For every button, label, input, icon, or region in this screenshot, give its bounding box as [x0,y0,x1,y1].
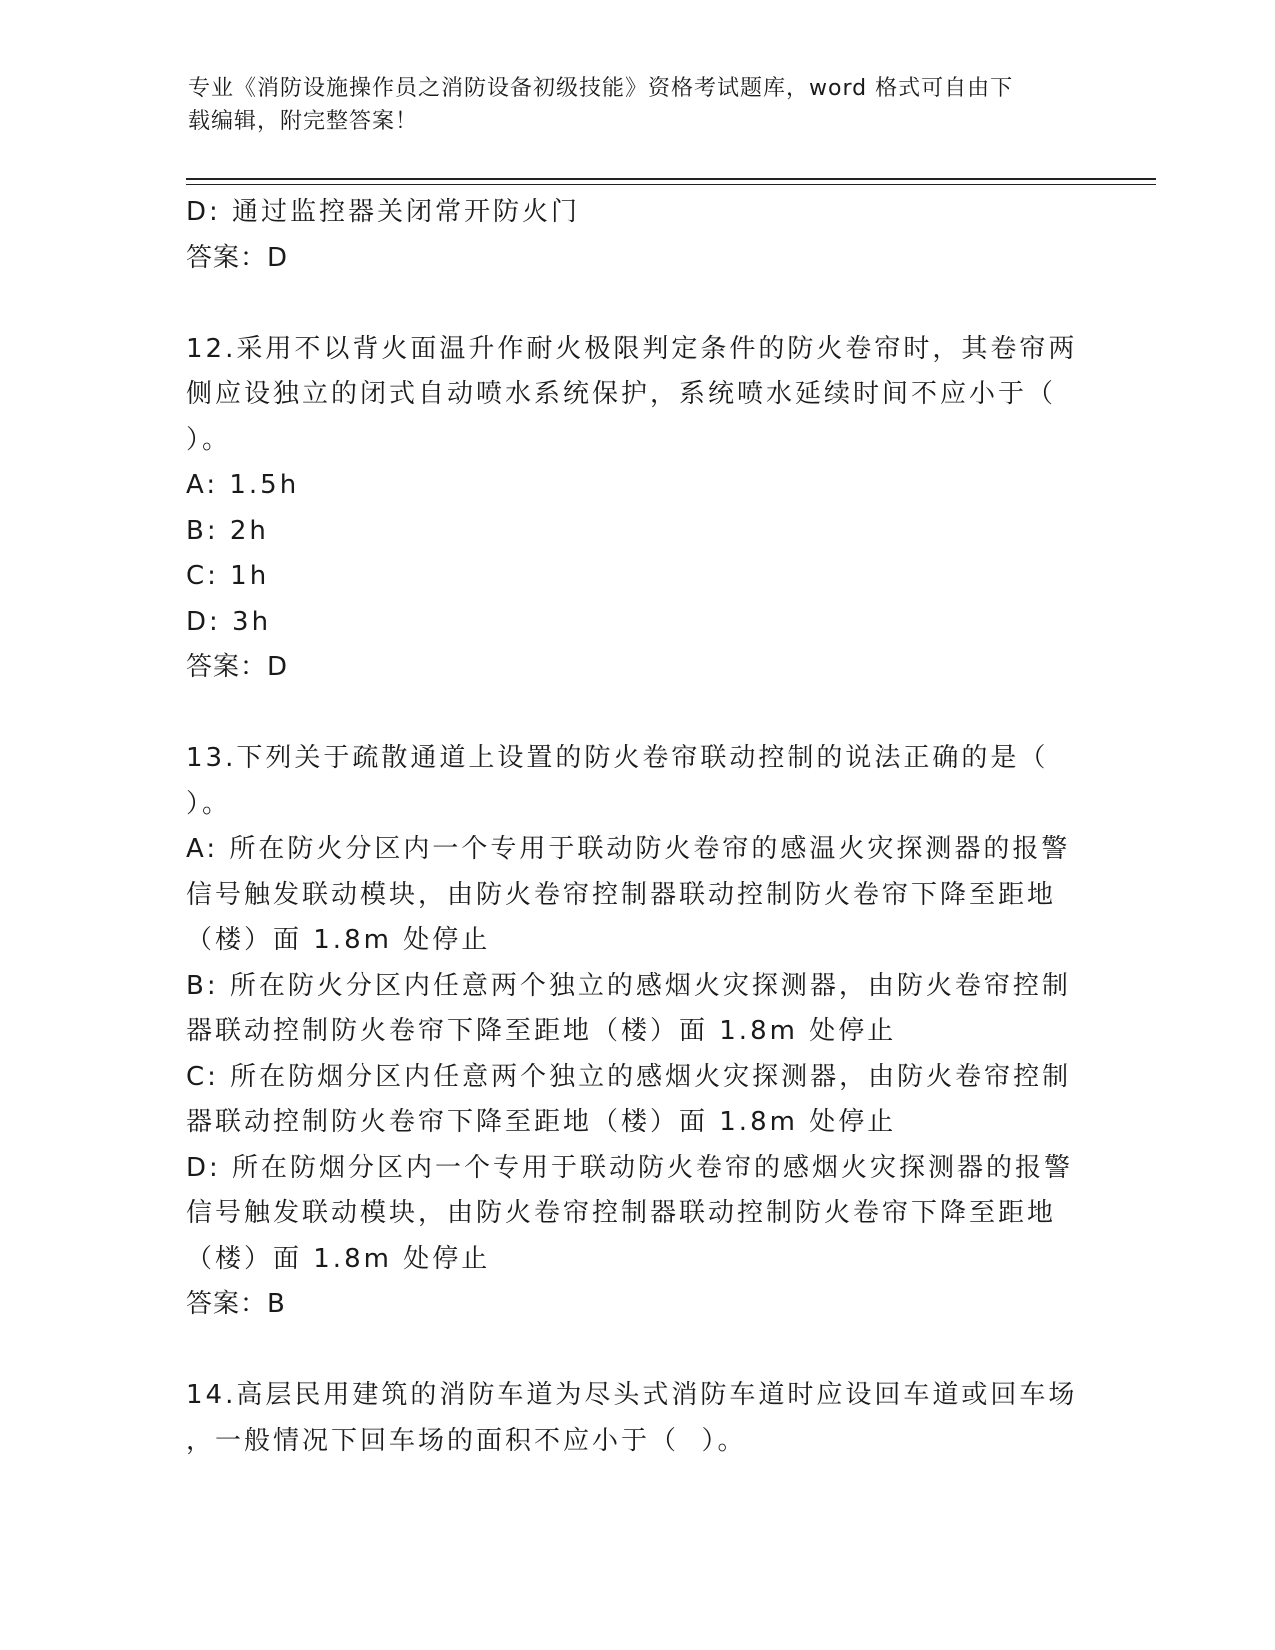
answer-line: 答案：D [186,652,289,682]
question-block-11 [186,190,1086,281]
option-a: A: 所在防火分区内一个专用于联动防火卷帘的感温火灾探测器的报警 [186,834,1071,864]
question-text: 12.采用不以背火面温升作耐火极限判定条件的防火卷帘时，其卷帘两 [186,333,1078,364]
option-b: B: 2h [186,515,269,546]
question-text: 13.下列关于疏散通道上设置的防火卷帘联动控制的说法正确的是（ [186,743,1049,773]
question-text: 侧应设独立的闭式自动喷水系统保护，系统喷水延续时间不应小于（ [186,379,1057,409]
question-text: 14.高层民用建筑的消防车道为尽头式消防车道时应设回车道或回车场 [186,1380,1078,1410]
option-d: D: 通过监控器关闭常开防火门 [186,197,581,227]
header-rule-thin [186,184,1156,185]
answer-line: 答案：D [186,242,289,273]
header-rule [186,178,1156,180]
question-block-12 [186,327,1086,691]
option-c: C: 所在防烟分区内任意两个独立的感烟火灾探测器，由防火卷帘控制 [186,1061,1072,1092]
question-block-13 [186,736,1086,1328]
question-text: ，一般情况下回车场的面积不应小于（ ）。 [186,1425,747,1456]
question-text: ）。 [186,424,232,455]
option-c: 器联动控制防火卷帘下降至距地（楼）面 1.8m 处停止 [186,1107,897,1137]
option-d: D: 3h [186,606,272,637]
question-text: ）。 [186,788,232,819]
option-b: B: 所在防火分区内任意两个独立的感烟火灾探测器，由防火卷帘控制 [186,970,1071,1001]
option-a: A: 1.5h [186,470,300,500]
option-c: C: 1h [186,561,270,591]
option-a: （楼）面 1.8m 处停止 [186,925,491,955]
option-d: （楼）面 1.8m 处停止 [186,1243,491,1274]
question-content [186,190,1086,1464]
header-line: 专业《消防设施操作员之消防设备初级技能》资格考试题库，word 格式可自由下 [188,76,1014,101]
question-block-14 [186,1373,1086,1464]
option-d: D: 所在防烟分区内一个专用于联动防火卷帘的感烟火灾探测器的报警 [186,1152,1074,1183]
option-d: 信号触发联动模块，由防火卷帘控制器联动控制防火卷帘下降至距地 [186,1198,1057,1228]
header-line: 载编辑，附完整答案！ [188,109,419,134]
option-b: 器联动控制防火卷帘下降至距地（楼）面 1.8m 处停止 [186,1016,897,1046]
answer-line: 答案：B [186,1289,286,1319]
page-header [188,72,1068,138]
option-a: 信号触发联动模块，由防火卷帘控制器联动控制防火卷帘下降至距地 [186,879,1057,910]
